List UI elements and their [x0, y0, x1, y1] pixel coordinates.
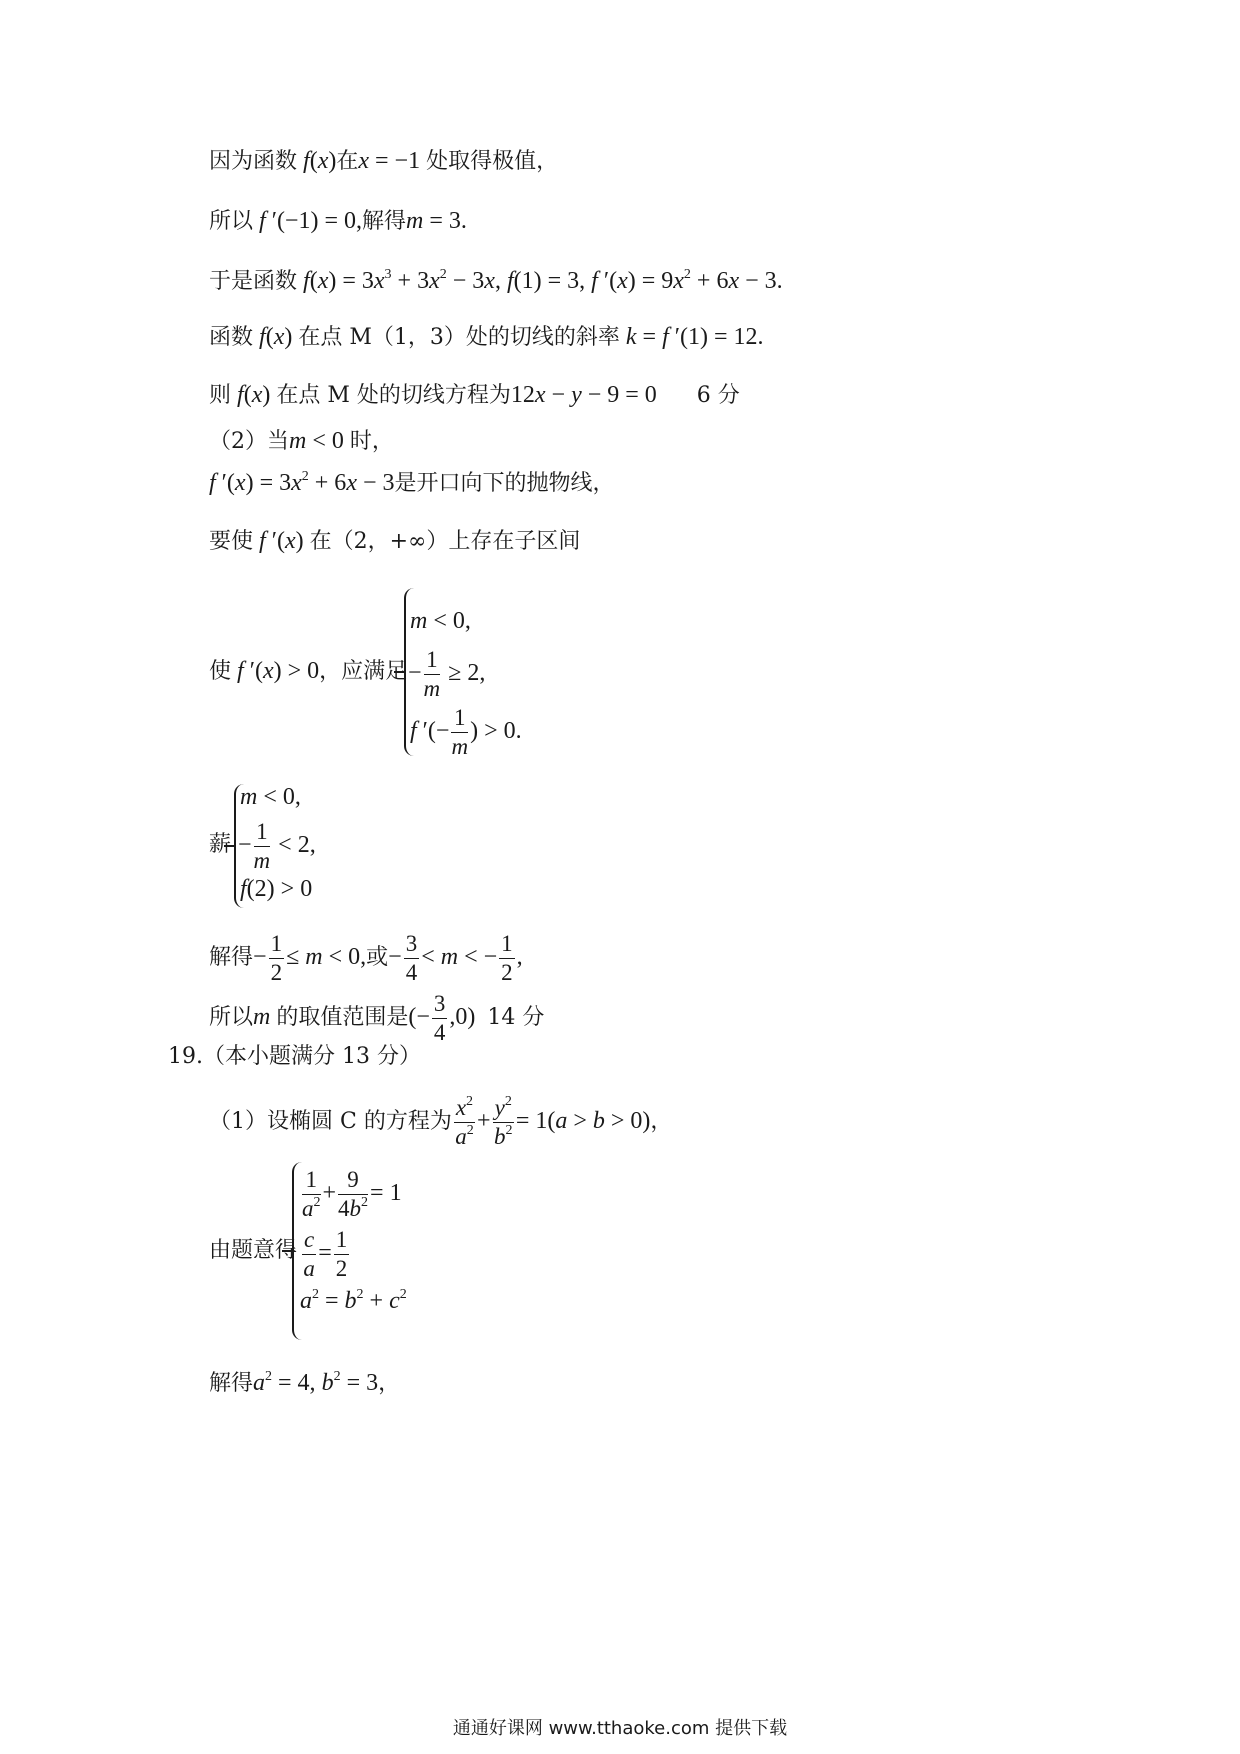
text: 解得 — [209, 945, 254, 971]
text: 由题意得 — [209, 1238, 298, 1263]
math-row: $\frac{1}{a^2}$ + $\frac{9}{4b^2}$ = 1 — [302, 1167, 402, 1221]
footer-text: 通通好课网 www.tthaoke.com 提供下载 — [452, 1718, 788, 1739]
math: m < 0 — [289, 428, 350, 454]
text-line — [209, 930, 523, 987]
text: 或 — [366, 945, 389, 971]
math-row: − $\frac{1}{m}$ < 2, — [238, 819, 316, 873]
text: 在点 M 处的切线方程为 — [276, 383, 511, 408]
text: 因为函数 — [209, 149, 298, 174]
text-line — [209, 526, 580, 557]
text: 使 — [209, 659, 232, 684]
math: f(x) — [259, 324, 299, 350]
math: (− $\frac{3}{4}$ ,0) — [408, 991, 476, 1045]
text: 于是函数 — [209, 269, 298, 294]
text: 所以 — [209, 1005, 254, 1031]
question-heading — [168, 1042, 421, 1072]
text: 处取得极值， — [426, 149, 559, 174]
math-row: m < 0, — [410, 608, 471, 634]
text-line — [209, 468, 615, 499]
text-line — [209, 146, 558, 177]
text: 在点 M（1，3）处的切线的斜率 — [298, 325, 620, 350]
math: x = −1 — [358, 148, 427, 174]
text: 则 — [209, 383, 232, 408]
text-line — [209, 1368, 400, 1399]
math: f ′(x) — [259, 528, 310, 554]
text-line — [209, 1094, 672, 1151]
math-row: $\frac{c}{a}$ = $\frac{1}{2}$ — [303, 1227, 348, 1281]
math: $\frac{x^2}{a^2}$ + $\frac{y^2}{b^2}$ = 1(a > b > 0) — [455, 1094, 651, 1149]
math: f(x) — [303, 148, 337, 174]
text: 是开口向下的抛物线， — [394, 471, 615, 496]
math: m — [253, 1004, 271, 1031]
text: 函数 — [209, 325, 254, 350]
math-row: f(2) > 0 — [240, 876, 313, 902]
score: 14 分 — [487, 1005, 545, 1031]
math: f(x) — [237, 382, 277, 408]
text: 在 — [336, 149, 359, 174]
math: f ′(−1) = 0, — [259, 208, 362, 234]
math: f $'(x) = 3x^2 + 6x - 3$ — [209, 469, 395, 496]
text-line — [209, 206, 467, 237]
text: （1）设椭圆 C 的方程为 — [209, 1109, 452, 1135]
math-row: f ′(− $\frac{1}{m}$ ) > 0. — [410, 705, 522, 759]
math-row: $a^2 = b^2 + c^2$ — [300, 1287, 407, 1314]
math-row: m < 0, — [240, 784, 301, 810]
math: k = f ′(1) = 12. — [625, 324, 764, 350]
math-row: − $\frac{1}{m}$ ≥ 2, — [408, 647, 486, 701]
math: m = 3. — [406, 208, 467, 234]
text: 解得 — [362, 209, 407, 234]
text-line — [209, 380, 740, 411]
text-line — [209, 266, 783, 297]
text: 19.（本小题满分 13 分） — [168, 1044, 421, 1069]
math: − $\frac{3}{4}$ < m < − $\frac{1}{2}$ , — [388, 931, 523, 985]
text: 解得 — [209, 1371, 254, 1396]
text: 所以 — [209, 209, 254, 234]
text: 的取值范围是 — [276, 1005, 409, 1031]
text: 时， — [349, 429, 394, 454]
text: ， — [378, 1371, 401, 1396]
math: $a^2 = 4$, $b^2 = 3$ — [253, 1369, 379, 1396]
text-line — [209, 426, 394, 457]
text: ，应满足 — [319, 659, 408, 684]
math: $f(x) = 3x^3 + 3x^2 - 3x$, f(1) = 3, f $'(x) = 9x^2 + 6x - 3$. — [303, 267, 783, 294]
math: 12x − y − 9 = 0 — [510, 382, 657, 408]
text: 薪 — [209, 832, 232, 857]
text: 要使 — [209, 529, 254, 554]
score: 6 分 — [696, 383, 740, 408]
text: （2）当 — [209, 429, 289, 454]
math: − $\frac{1}{2}$ ≤ m < 0, — [253, 931, 367, 985]
text-line — [209, 322, 764, 353]
text-line — [209, 656, 407, 687]
text: 在（2，+∞）上存在子区间 — [309, 529, 581, 554]
math: f ′(x) > 0 — [237, 658, 320, 684]
text: ， — [650, 1109, 673, 1135]
text-line — [209, 990, 544, 1047]
